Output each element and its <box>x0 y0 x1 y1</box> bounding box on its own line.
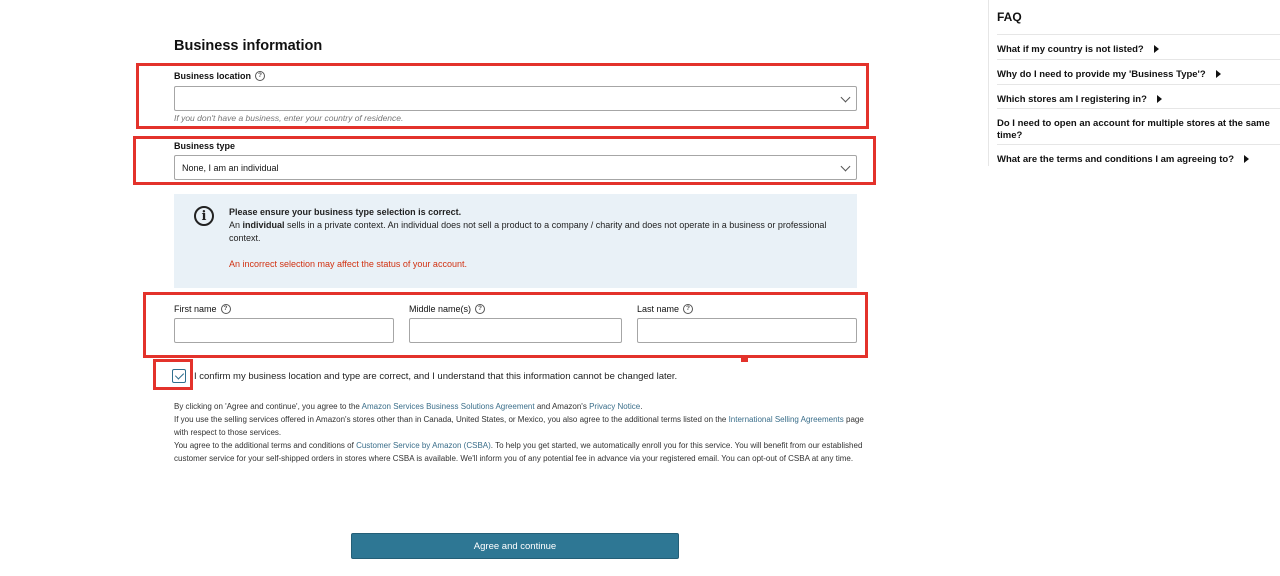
triangle-right-icon <box>1157 95 1162 103</box>
faq-panel <box>988 0 1280 166</box>
triangle-right-icon <box>1216 70 1221 78</box>
legal-text <box>174 400 864 465</box>
legal-text-segment: and Amazon's <box>534 402 590 411</box>
business-location-label-text: Business location <box>174 71 252 81</box>
faq-item-label: Do I need to open an account for multiple stores at the same time? <box>997 118 1270 141</box>
faq-item-label: Why do I need to provide my 'Business Type'? <box>997 69 1206 80</box>
info-body-rest: sells in a private context. An individual does not sell a product to a company / charity and does not operate in a business or professional context. <box>229 220 827 243</box>
highlight-box <box>143 292 868 358</box>
agree-and-continue-button[interactable]: Agree and continue <box>351 533 679 559</box>
faq-item[interactable] <box>997 144 1280 166</box>
info-body-bold: individual <box>242 220 285 230</box>
info-text <box>229 206 849 271</box>
triangle-right-icon <box>1154 45 1159 53</box>
info-body <box>229 219 849 245</box>
legal-text-segment: . To help you get started, we automatically enroll you for this service. You will benefit from our established customer service for your self-shipped orders in stores where CSBA is available. We'll inform you of any potential fee in advance via your registered email. You can opt-out of CSBA at any time. <box>174 441 863 463</box>
legal-paragraph <box>174 413 864 439</box>
legal-paragraph <box>174 400 864 413</box>
page-title: Business information <box>174 38 323 54</box>
middle-name-label-text: Middle name(s) <box>409 304 472 314</box>
help-icon[interactable]: ? <box>221 304 231 314</box>
legal-text-segment: page with respect to those services. <box>174 415 864 437</box>
csba-link[interactable]: Customer Service by Amazon (CSBA) <box>356 441 491 450</box>
highlight-marker <box>741 355 748 362</box>
highlight-box <box>136 63 869 129</box>
highlight-box <box>153 359 193 390</box>
faq-item-label: Which stores am I registering in? <box>997 94 1147 105</box>
info-body-prefix: An <box>229 220 243 230</box>
faq-item[interactable] <box>997 34 1280 56</box>
business-type-info-box <box>174 194 857 288</box>
business-type-label-text: Business type <box>174 141 236 151</box>
info-title: Please ensure your business type selection is correct. <box>229 207 462 217</box>
faq-title: FAQ <box>997 10 1022 24</box>
last-name-label-text: Last name <box>637 304 680 314</box>
legal-text-segment: If you use the selling services offered in Amazon's stores other than in Canada, United States, or Mexico, you also agree to the additional terms listed on the <box>174 415 729 424</box>
faq-item[interactable] <box>997 108 1280 142</box>
legal-text-segment: You agree to the additional terms and conditions of <box>174 441 357 450</box>
privacy-notice-link[interactable]: Privacy Notice <box>589 402 641 411</box>
triangle-right-icon <box>1244 155 1249 163</box>
info-warning: An incorrect selection may affect the status of your account. <box>229 259 467 269</box>
business-type-value: None, I am an individual <box>182 162 279 173</box>
business-location-hint: If you don't have a business, enter your country of residence. <box>174 113 404 123</box>
bsa-link[interactable]: Amazon Services Business Solutions Agreement <box>361 402 535 411</box>
faq-item-label: What if my country is not listed? <box>997 44 1144 55</box>
highlight-box <box>133 136 876 185</box>
confirm-label: I confirm my business location and type are correct, and I understand that this information cannot be changed later. <box>194 371 678 382</box>
help-icon[interactable]: ? <box>475 304 485 314</box>
faq-item[interactable] <box>997 84 1280 106</box>
faq-item[interactable] <box>997 59 1280 81</box>
help-icon[interactable]: ? <box>683 304 693 314</box>
help-icon[interactable]: ? <box>255 71 265 81</box>
faq-item-label: What are the terms and conditions I am agreeing to? <box>997 154 1235 165</box>
legal-text-segment: By clicking on 'Agree and continue', you agree to the <box>174 402 362 411</box>
first-name-label-text: First name <box>174 304 217 314</box>
international-selling-agreements-link[interactable]: International Selling Agreements <box>728 415 844 424</box>
legal-paragraph <box>174 439 864 465</box>
legal-text-segment: . <box>640 402 643 411</box>
info-icon: i <box>194 206 214 226</box>
